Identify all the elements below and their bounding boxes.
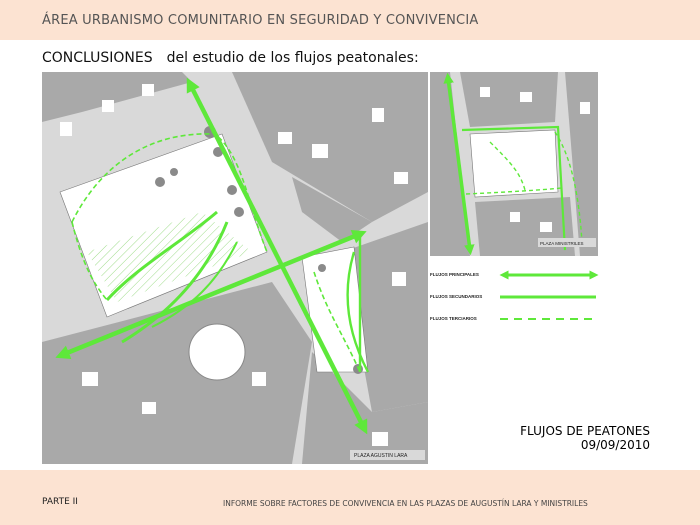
flow-legend	[430, 266, 600, 330]
main-flow-map	[42, 72, 428, 464]
subtitle-description: del estudio de los flujos peatonales:	[166, 50, 419, 66]
inset-plaza	[470, 130, 558, 197]
plaza-agustin-label: PLAZA AGUSTIN LARA	[354, 453, 408, 459]
inset-flow-map	[430, 72, 598, 256]
footer-report-title: INFORME SOBRE FACTORES DE CONVIVENCIA EN LAS PLAZAS DE AUGUSTÍN LARA Y MINISTRILES	[223, 499, 588, 508]
map-caption	[520, 424, 650, 452]
plaza-ministriles-label: PLAZA MINISTRILES	[540, 241, 584, 246]
footer-part: PARTE II	[42, 497, 78, 507]
slide-subtitle	[42, 50, 419, 66]
caption-date: 09/09/2010	[580, 438, 650, 452]
caption-title: FLUJOS DE PEATONES	[520, 424, 650, 438]
footer-bar	[0, 470, 700, 525]
header-title: ÁREA URBANISMO COMUNITARIO EN SEGURIDAD Y CONVIVENCIA	[42, 13, 479, 28]
subtitle-heading: CONCLUSIONES	[42, 50, 153, 66]
circular-building	[189, 324, 245, 380]
legend-terciarios-label: FLUJOS TERCIARIOS	[430, 316, 477, 321]
header-bar	[0, 0, 700, 40]
legend-secundarios-label: FLUJOS SECUNDARIOS	[430, 294, 483, 299]
legend-principal-label: FLUJOS PRINCIPALES	[430, 272, 479, 277]
